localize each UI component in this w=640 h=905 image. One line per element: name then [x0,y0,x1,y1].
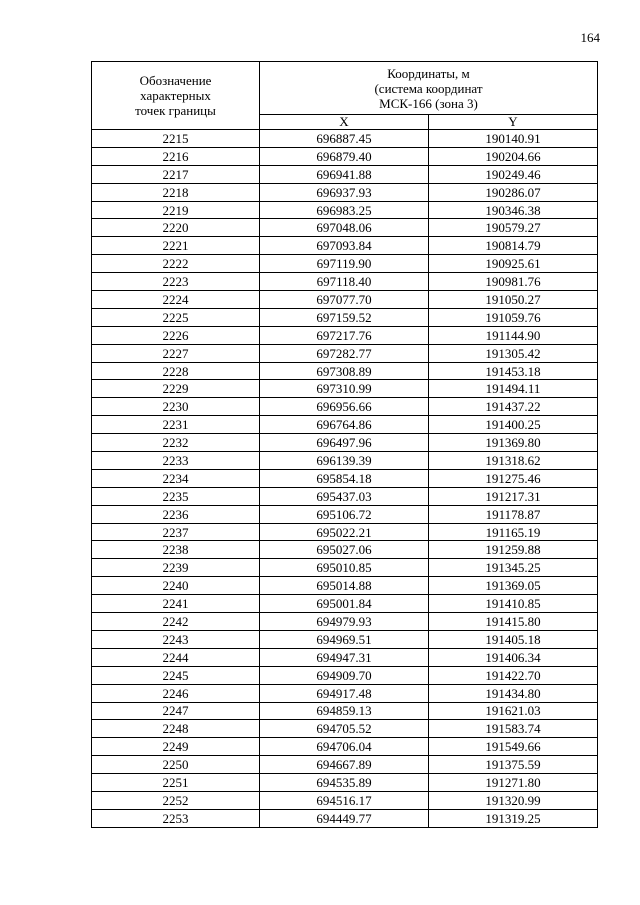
point-id-cell: 2228 [92,362,260,380]
x-coordinate-cell: 694535.89 [260,774,429,792]
y-coordinate-cell: 190249.46 [429,165,598,183]
x-coordinate-cell: 694917.48 [260,684,429,702]
table-row [92,130,598,148]
point-id-cell: 2246 [92,684,260,702]
point-id-cell: 2247 [92,702,260,720]
point-id-cell: 2239 [92,559,260,577]
x-coordinate-cell: 695001.84 [260,595,429,613]
table-row [92,273,598,291]
point-id-cell: 2242 [92,613,260,631]
point-id-cell: 2245 [92,666,260,684]
table-row [92,595,598,613]
x-coordinate-cell: 696139.39 [260,452,429,470]
y-coordinate-cell: 191318.62 [429,452,598,470]
y-coordinate-cell: 191320.99 [429,791,598,809]
table-row [92,326,598,344]
x-coordinate-cell: 695106.72 [260,505,429,523]
table-row [92,201,598,219]
point-id-cell: 2243 [92,630,260,648]
point-id-cell: 2233 [92,452,260,470]
point-id-cell: 2234 [92,469,260,487]
table-row [92,255,598,273]
y-coordinate-cell: 191050.27 [429,291,598,309]
x-coordinate-cell: 694667.89 [260,756,429,774]
y-coordinate-cell: 191406.34 [429,648,598,666]
coordinates-table [91,61,598,828]
table-row [92,666,598,684]
table-row [92,523,598,541]
point-id-cell: 2219 [92,201,260,219]
y-coordinate-cell: 190579.27 [429,219,598,237]
point-id-cell: 2248 [92,720,260,738]
table-row [92,720,598,738]
x-coordinate-cell: 697217.76 [260,326,429,344]
x-coordinate-cell: 694909.70 [260,666,429,684]
x-coordinate-cell: 696764.86 [260,416,429,434]
y-coordinate-cell: 191405.18 [429,630,598,648]
table-row [92,559,598,577]
x-coordinate-cell: 695854.18 [260,469,429,487]
y-coordinate-cell: 191621.03 [429,702,598,720]
y-coordinate-cell: 191178.87 [429,505,598,523]
y-coordinate-cell: 190204.66 [429,147,598,165]
table-row [92,291,598,309]
y-coordinate-cell: 191059.76 [429,308,598,326]
x-coordinate-cell: 696983.25 [260,201,429,219]
y-coordinate-cell: 191583.74 [429,720,598,738]
x-coordinate-cell: 695022.21 [260,523,429,541]
y-coordinate-cell: 191369.05 [429,577,598,595]
header-line: Обозначение [139,73,212,88]
y-coordinate-cell: 191549.66 [429,738,598,756]
x-coordinate-cell: 697310.99 [260,380,429,398]
y-coordinate-cell: 191259.88 [429,541,598,559]
x-coordinate-cell: 695437.03 [260,487,429,505]
point-id-cell: 2227 [92,344,260,362]
point-id-cell: 2231 [92,416,260,434]
y-coordinate-cell: 191144.90 [429,326,598,344]
table-row [92,791,598,809]
table-row [92,219,598,237]
point-id-cell: 2223 [92,273,260,291]
table-row [92,702,598,720]
y-coordinate-cell: 190981.76 [429,273,598,291]
y-coordinate-cell: 191422.70 [429,666,598,684]
y-coordinate-cell: 191375.59 [429,756,598,774]
x-coordinate-cell: 696879.40 [260,147,429,165]
y-coordinate-cell: 191275.46 [429,469,598,487]
table-row [92,487,598,505]
y-coordinate-cell: 191369.80 [429,434,598,452]
table-row [92,738,598,756]
table-row [92,344,598,362]
x-coordinate-cell: 696887.45 [260,130,429,148]
point-id-cell: 2218 [92,183,260,201]
y-coordinate-cell: 191217.31 [429,487,598,505]
point-id-cell: 2215 [92,130,260,148]
table-row [92,380,598,398]
point-id-cell: 2244 [92,648,260,666]
header-line: точек границы [135,103,216,118]
point-id-cell: 2252 [92,791,260,809]
x-coordinate-cell: 697159.52 [260,308,429,326]
table-row [92,469,598,487]
y-coordinate-cell: 191434.80 [429,684,598,702]
y-coordinate-cell: 190286.07 [429,183,598,201]
x-coordinate-cell: 697282.77 [260,344,429,362]
table-row [92,809,598,827]
y-coordinate-cell: 191453.18 [429,362,598,380]
y-coordinate-cell: 191165.19 [429,523,598,541]
point-id-cell: 2237 [92,523,260,541]
y-coordinate-cell: 191400.25 [429,416,598,434]
x-coordinate-cell: 697093.84 [260,237,429,255]
point-id-cell: 2250 [92,756,260,774]
x-coordinate-cell: 696956.66 [260,398,429,416]
x-coordinate-cell: 697077.70 [260,291,429,309]
point-id-cell: 2222 [92,255,260,273]
table-row [92,308,598,326]
x-coordinate-cell: 695027.06 [260,541,429,559]
y-coordinate-cell: 191415.80 [429,613,598,631]
y-coordinate-cell: 191437.22 [429,398,598,416]
header-line: характерных [140,88,211,103]
table-row [92,648,598,666]
point-id-cell: 2232 [92,434,260,452]
point-id-cell: 2226 [92,326,260,344]
point-id-cell: 2235 [92,487,260,505]
y-coordinate-cell: 190346.38 [429,201,598,219]
table-row [92,630,598,648]
coordinates-group-header [260,62,598,115]
y-coordinate-cell: 191305.42 [429,344,598,362]
table-row [92,684,598,702]
page-number: 164 [580,30,600,45]
point-id-cell: 2236 [92,505,260,523]
x-coordinate-cell: 697308.89 [260,362,429,380]
y-coordinate-cell: 191319.25 [429,809,598,827]
x-coordinate-cell: 696497.96 [260,434,429,452]
table-row [92,398,598,416]
table-row [92,452,598,470]
point-id-cell: 2251 [92,774,260,792]
table-row [92,577,598,595]
x-coordinate-cell: 694705.52 [260,720,429,738]
point-id-cell: 2230 [92,398,260,416]
y-coordinate-cell: 190925.61 [429,255,598,273]
table-body [92,130,598,828]
x-coordinate-cell: 694706.04 [260,738,429,756]
x-column-header: X [260,115,429,130]
y-coordinate-cell: 191410.85 [429,595,598,613]
point-id-cell: 2217 [92,165,260,183]
y-coordinate-cell: 191345.25 [429,559,598,577]
table-row [92,541,598,559]
x-coordinate-cell: 694947.31 [260,648,429,666]
point-id-cell: 2221 [92,237,260,255]
point-id-cell: 2238 [92,541,260,559]
table-row [92,756,598,774]
y-coordinate-cell: 190814.79 [429,237,598,255]
table-row [92,147,598,165]
x-coordinate-cell: 695010.85 [260,559,429,577]
table-row [92,505,598,523]
point-id-cell: 2216 [92,147,260,165]
header-line: (система координат [374,80,483,96]
header-line: МСК-166 (зона 3) [379,95,478,111]
point-id-cell: 2224 [92,291,260,309]
x-coordinate-cell: 697048.06 [260,219,429,237]
table-row [92,183,598,201]
point-id-cell: 2225 [92,308,260,326]
x-coordinate-cell: 697119.90 [260,255,429,273]
point-id-cell: 2249 [92,738,260,756]
point-id-cell: 2229 [92,380,260,398]
point-id-cell: 2241 [92,595,260,613]
table-row [92,416,598,434]
point-id-cell: 2240 [92,577,260,595]
x-coordinate-cell: 695014.88 [260,577,429,595]
point-designation-header [92,62,260,130]
x-coordinate-cell: 694979.93 [260,613,429,631]
y-column-header: Y [429,115,598,130]
x-coordinate-cell: 694516.17 [260,791,429,809]
x-coordinate-cell: 696937.93 [260,183,429,201]
table-header [92,62,598,130]
x-coordinate-cell: 694969.51 [260,630,429,648]
y-coordinate-cell: 191271.80 [429,774,598,792]
table-row [92,362,598,380]
table-row [92,237,598,255]
table-row [92,165,598,183]
table-row [92,434,598,452]
x-coordinate-cell: 696941.88 [260,165,429,183]
x-coordinate-cell: 694859.13 [260,702,429,720]
x-coordinate-cell: 694449.77 [260,809,429,827]
point-id-cell: 2253 [92,809,260,827]
header-line: Координаты, м [387,65,470,81]
y-coordinate-cell: 191494.11 [429,380,598,398]
table-row [92,613,598,631]
point-id-cell: 2220 [92,219,260,237]
x-coordinate-cell: 697118.40 [260,273,429,291]
y-coordinate-cell: 190140.91 [429,130,598,148]
table-row [92,774,598,792]
